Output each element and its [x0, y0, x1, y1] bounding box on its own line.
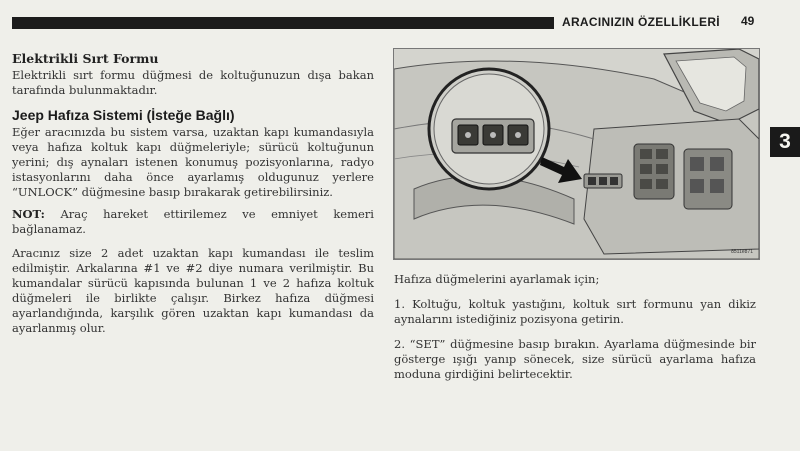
page-number: 49 [741, 14, 755, 28]
chapter-tab: 3 [770, 127, 800, 157]
left-column [12, 50, 374, 336]
remote-paragraph: Aracınız size 2 adet uzaktan kapı kumandası ile teslim edilmiştir. Arkalarına #1 ve #2 diye numara verilmiştir. Bu kumandalar sürücü kapısında bulunan 1 ve 2 hafıza koltuk düğmeleri ile birlikte çalışır. Birkez hafıza düğmesi ayarlandığında, karşılık gören uzaktan kapı kumandası da ayarlanmış olur. [12, 246, 374, 335]
door-memory-switch-illustration [393, 48, 760, 260]
right-column [394, 272, 756, 392]
section-body-memory-system: Eğer aracınızda bu sistem varsa, uzaktan kapı kumandasıyla veya hafıza koltuk kapı düğmeleriyle; sürücü koltuğunun yerini; dış aynaları istenen konumuş pozisyonlarına, radyo istasyonlarını daha önce ayarlamış oldugunuz yerlere “UNLOCK” düğmesine basıp bırakarak getirebilirsiniz. [12, 125, 374, 199]
note-body: Araç hareket ettirilemez ve emniyet kemeri bağlanamaz. [12, 207, 374, 236]
door-panel-drawing [394, 49, 759, 259]
header-rule [12, 17, 554, 29]
figure-code: 8511e871 [731, 249, 753, 255]
section-body-electric-lumbar: Elektrikli sırt formu düğmesi de koltuğunuzun dışa bakan tarafında bulunmaktadır. [12, 68, 374, 97]
instruction-step-2: 2. “SET” düğmesine basıp bırakın. Ayarlama düğmesinde bir gösterge ışığı yanıp sönecek, size sürücü ayarlama hafıza moduna girdiğini belirtecektir. [394, 337, 756, 381]
section-heading-electric-lumbar: Elektrikli Sırt Formu [12, 51, 159, 66]
running-header-title: ARACINIZIN ÖZELLİKLERİ [562, 15, 720, 29]
instruction-step-1: 1. Koltuğu, koltuk yastığını, koltuk sırt formunu yan dikiz aynalarını istediğiniz pozisyona getirin. [394, 297, 756, 326]
section-heading-memory-system: Jeep Hafıza Sistemi (İsteğe Bağlı) [12, 107, 235, 123]
note-paragraph [12, 207, 374, 237]
note-label: NOT: [12, 207, 45, 221]
instructions-intro: Hafıza düğmelerini ayarlamak için; [394, 272, 600, 286]
